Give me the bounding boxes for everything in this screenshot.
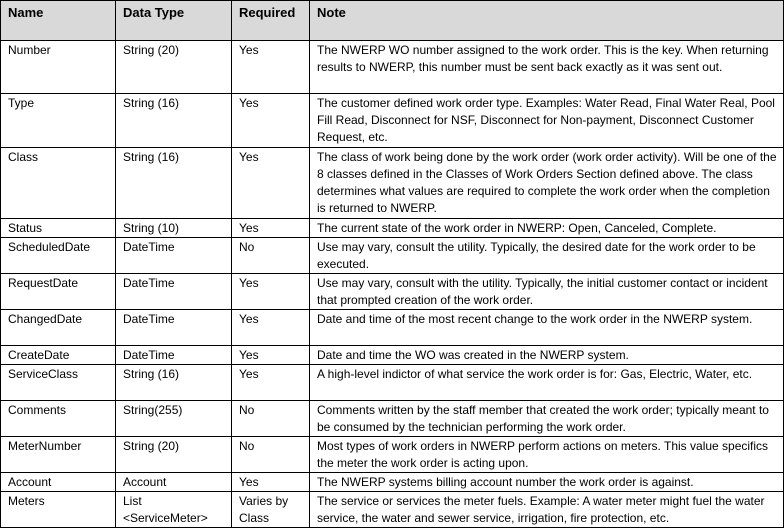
- cell-name: ScheduledDate: [1, 238, 116, 274]
- cell-name: CreateDate: [1, 346, 116, 365]
- cell-note: A high-level indictor of what service the work order is for: Gas, Electric, Water, etc.: [310, 365, 784, 401]
- table-row: [1, 148, 784, 219]
- header-required: Required: [232, 1, 310, 41]
- cell-required: Yes: [232, 94, 310, 148]
- cell-data-type: String (20): [116, 41, 232, 94]
- cell-data-type: String (16): [116, 148, 232, 219]
- cell-note: Use may vary, consult the utility. Typically, the desired date for the work order to be executed.: [310, 238, 784, 274]
- cell-name: Meters: [1, 492, 116, 528]
- cell-data-type: String (10): [116, 219, 232, 238]
- cell-name: Account: [1, 473, 116, 492]
- cell-note: The NWERP WO number assigned to the work order. This is the key. When returning results to NWERP, this number must be sent back exactly as it was sent out.: [310, 41, 784, 94]
- table-row: [1, 238, 784, 274]
- cell-required: Yes: [232, 274, 310, 310]
- cell-data-type: DateTime: [116, 310, 232, 346]
- cell-name: ServiceClass: [1, 365, 116, 401]
- cell-data-type: String (20): [116, 437, 232, 473]
- cell-name: RequestDate: [1, 274, 116, 310]
- table-row: [1, 310, 784, 346]
- cell-required: Yes: [232, 148, 310, 219]
- cell-required: Yes: [232, 365, 310, 401]
- cell-note: Date and time the WO was created in the NWERP system.: [310, 346, 784, 365]
- table-row: [1, 365, 784, 401]
- table-row: [1, 274, 784, 310]
- table-row: [1, 401, 784, 437]
- cell-required: No: [232, 437, 310, 473]
- cell-note: Date and time of the most recent change to the work order in the NWERP system.: [310, 310, 784, 346]
- cell-required: Yes: [232, 473, 310, 492]
- cell-required: Yes: [232, 346, 310, 365]
- cell-data-type: String (16): [116, 94, 232, 148]
- cell-note: The current state of the work order in NWERP: Open, Canceled, Complete.: [310, 219, 784, 238]
- cell-required: Yes: [232, 310, 310, 346]
- cell-note: The service or services the meter fuels. Example: A water meter might fuel the water service, the water and sewer service, irrigation, fire protection, etc.: [310, 492, 784, 528]
- cell-note: The customer defined work order type. Examples: Water Read, Final Water Real, Pool Fill Read, Disconnect for NSF, Disconnect for Non-payment, Disconnect Customer Request, etc.: [310, 94, 784, 148]
- cell-name: ChangedDate: [1, 310, 116, 346]
- cell-required: No: [232, 401, 310, 437]
- table-row: [1, 437, 784, 473]
- cell-data-type: List <ServiceMeter>: [116, 492, 232, 528]
- header-row: [1, 1, 784, 41]
- table-body: [1, 41, 784, 528]
- cell-required: No: [232, 238, 310, 274]
- cell-required: Yes: [232, 219, 310, 238]
- table-header: [1, 1, 784, 41]
- table-row: [1, 492, 784, 528]
- cell-note: The NWERP systems billing account number the work order is against.: [310, 473, 784, 492]
- cell-data-type: DateTime: [116, 238, 232, 274]
- cell-name: MeterNumber: [1, 437, 116, 473]
- cell-name: Class: [1, 148, 116, 219]
- cell-data-type: String(255): [116, 401, 232, 437]
- header-name: Name: [1, 1, 116, 41]
- cell-name: Comments: [1, 401, 116, 437]
- table-row: [1, 41, 784, 94]
- cell-name: Number: [1, 41, 116, 94]
- table-row: [1, 473, 784, 492]
- table-row: [1, 219, 784, 238]
- cell-name: Status: [1, 219, 116, 238]
- cell-note: Comments written by the staff member that created the work order; typically meant to be consumed by the technician performing the work order.: [310, 401, 784, 437]
- table-row: [1, 94, 784, 148]
- cell-note: Use may vary, consult with the utility. Typically, the initial customer contact or incident that prompted creation of the work order.: [310, 274, 784, 310]
- header-data-type: Data Type: [116, 1, 232, 41]
- cell-data-type: Account: [116, 473, 232, 492]
- cell-note: Most types of work orders in NWERP perform actions on meters. This value specifics the meter the work order is acting upon.: [310, 437, 784, 473]
- header-note: Note: [310, 1, 784, 41]
- cell-data-type: DateTime: [116, 346, 232, 365]
- cell-data-type: DateTime: [116, 274, 232, 310]
- cell-required: Yes: [232, 41, 310, 94]
- cell-note: The class of work being done by the work order (work order activity). Will be one of the 8 classes defined in the Classes of Work Orders Section defined above. The class determines what values are required to complete the work order when the completion is returned to NWERP.: [310, 148, 784, 219]
- cell-required: Varies by Class: [232, 492, 310, 528]
- cell-data-type: String (16): [116, 365, 232, 401]
- cell-name: Type: [1, 94, 116, 148]
- table-row: [1, 346, 784, 365]
